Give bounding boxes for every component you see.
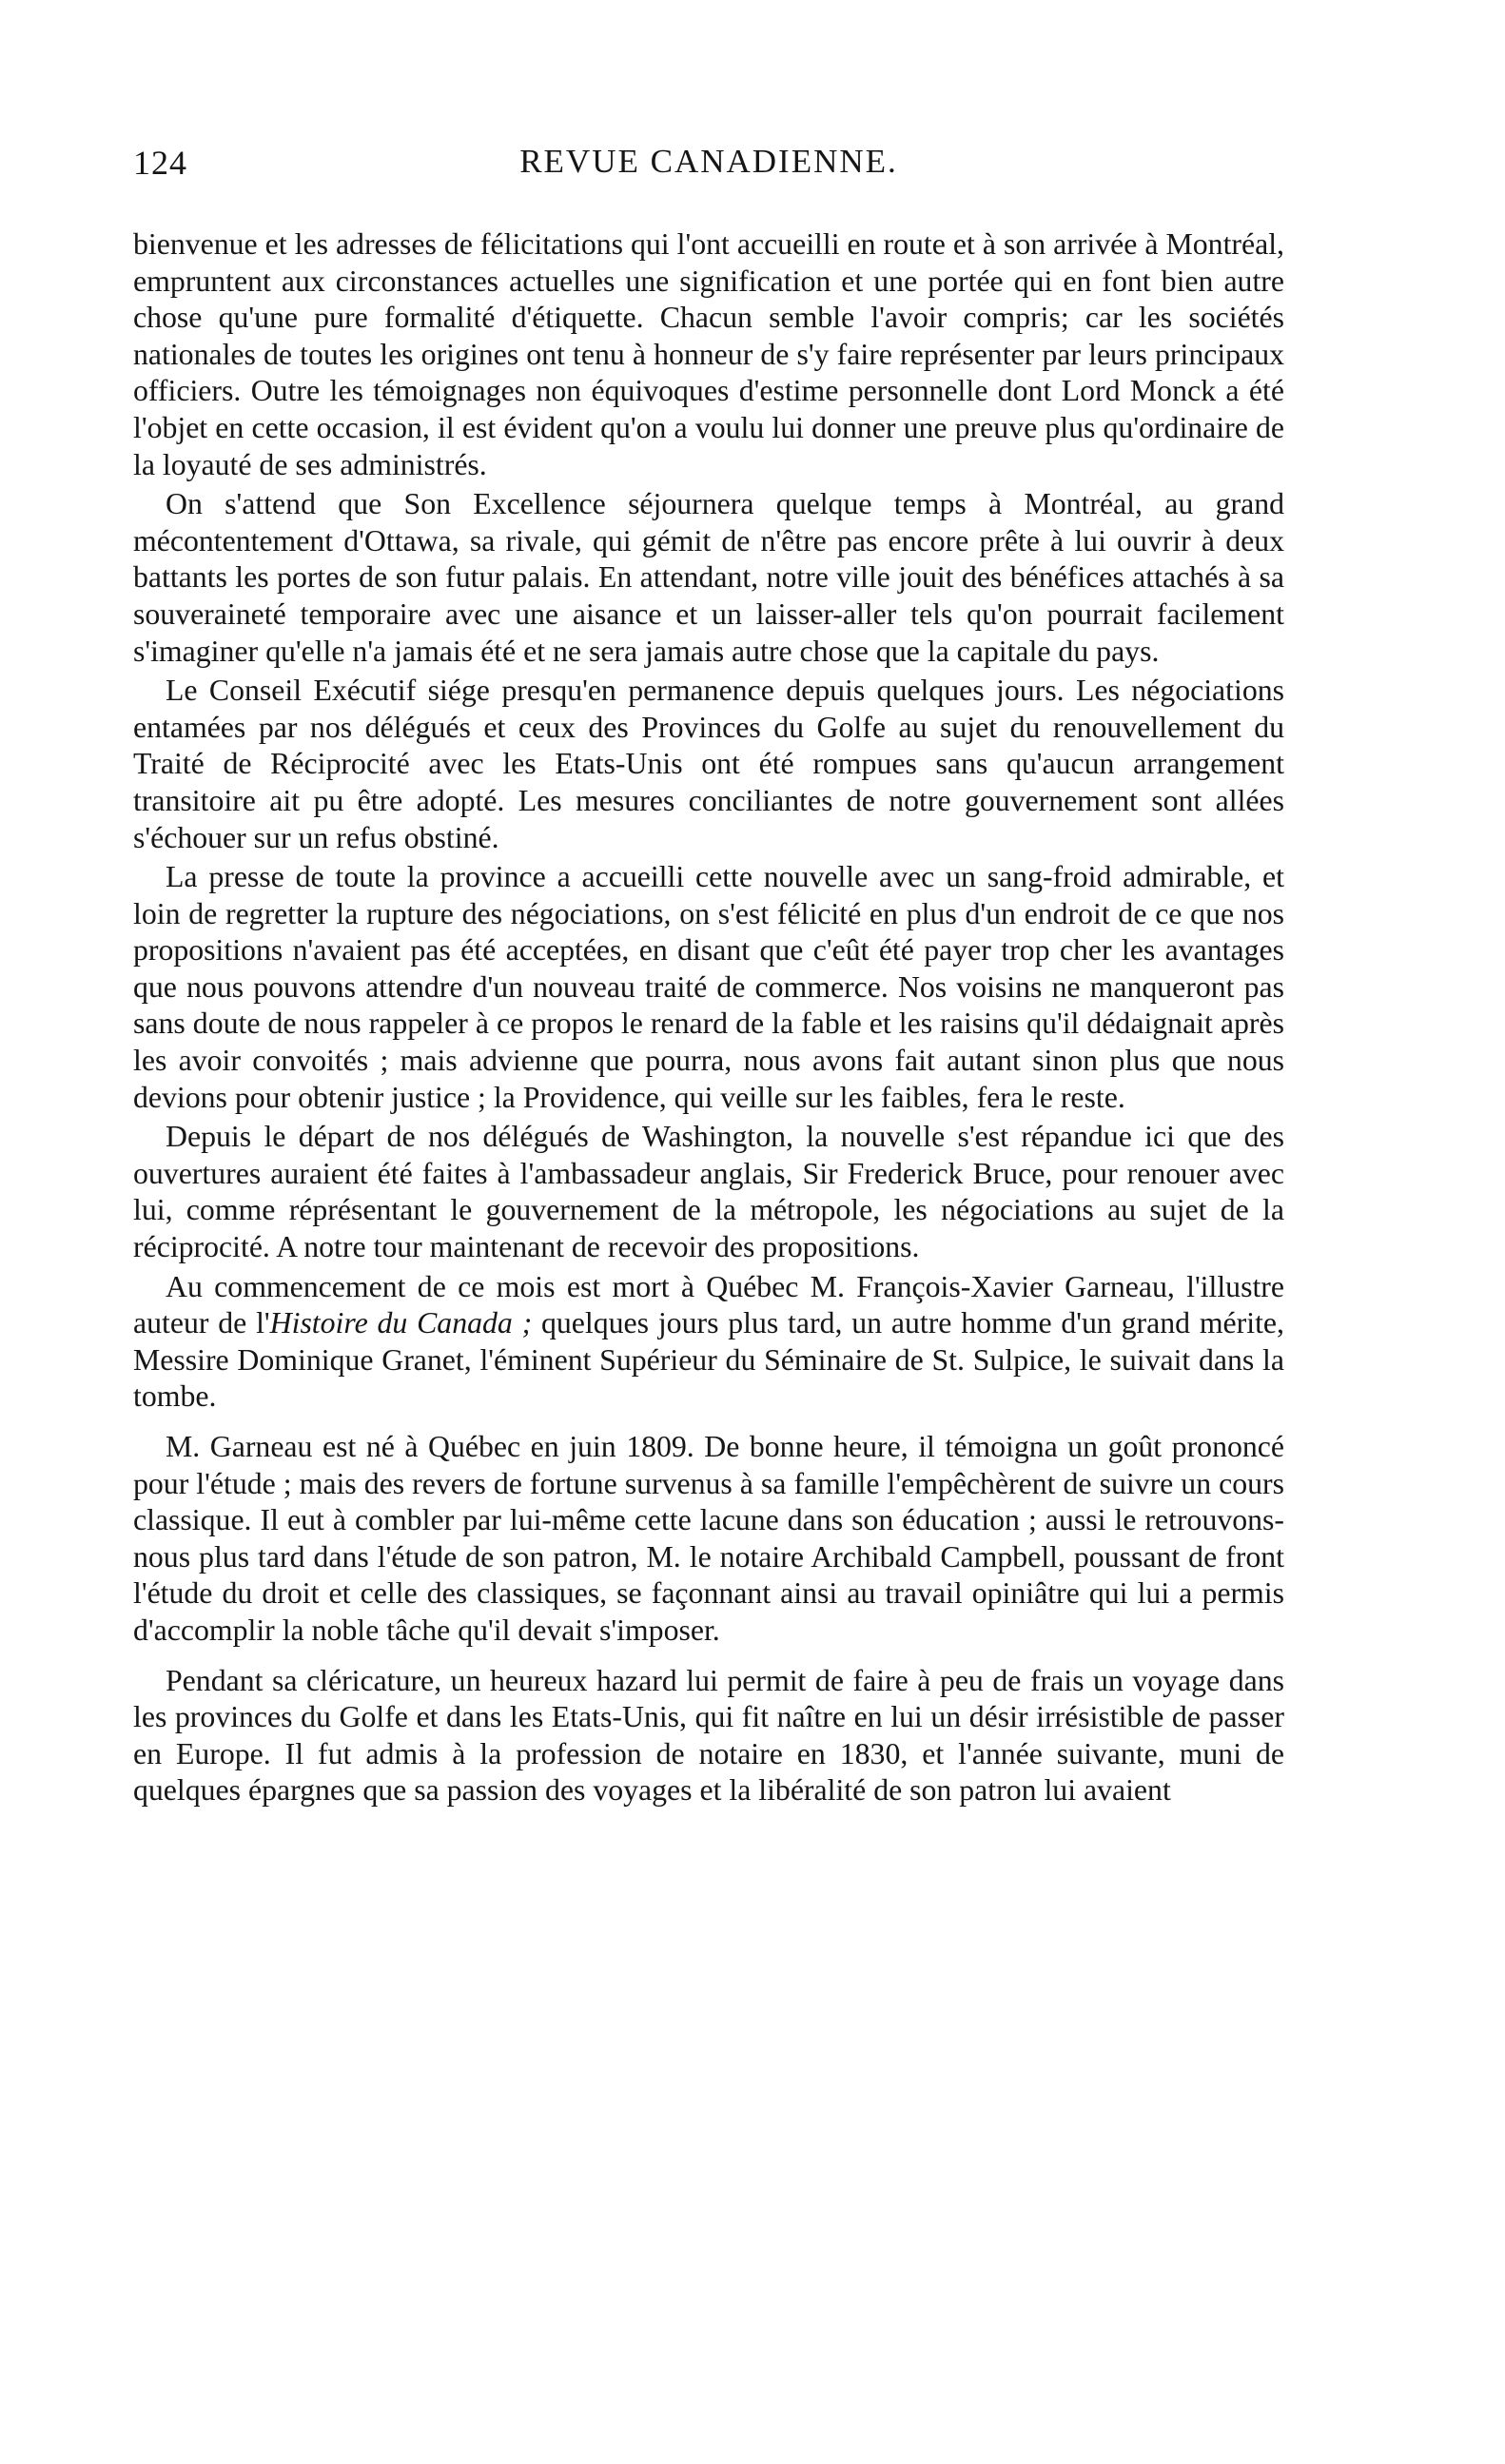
running-title: REVUE CANADIENNE. <box>519 143 898 180</box>
paragraph-6 <box>133 1269 1284 1416</box>
paragraph-1: bienvenue et les adresses de félicitations qui l'ont accueilli en route et à son arrivée à Montréal, empruntent aux circonstances actuelles une signification et une portée qui en font bien autre chose qu'une pure formalité d'étiquette. Chacun semble l'avoir compris; car les sociétés nationales de toutes les origines ont tenu à honneur de s'y faire représenter par leurs principaux officiers. Outre les témoignages non équivoques d'estime personnelle dont Lord Monck a été l'objet en cette occasion, il est évident qu'on a voulu lui donner une preuve plus qu'ordinaire de la loyauté de ses administrés. <box>133 227 1284 481</box>
paragraph-6-end: quelques jours plus tard, un autre homme d'un grand mérite, Messire Dominique Granet, l'éminent Supérieur du Séminaire de St. Sulpice, le suivait dans la tombe. <box>133 1306 1284 1414</box>
page-header <box>133 143 1284 190</box>
paragraph-8: Pendant sa cléricature, un heureux hazard lui permit de faire à peu de frais un voyage dans les provinces du Golfe et dans les Etats-Unis, qui fit naître en lui un désir irrésistible de passer en Europe. Il fut admis à la profession de notaire en 1830, et l'année suivante, muni de quelques épargnes que sa passion des voyages et la libéralité de son patron lui avaient <box>133 1663 1284 1808</box>
paragraph-4: La presse de toute la province a accueilli cette nouvelle avec un sang-froid admirable, et loin de regretter la rupture des négociations, on s'est félicité en plus d'un endroit de ce que nos propositions n'avaient pas été acceptées, en disant que c'eût été payer trop cher les avantages que nous pouvons attendre d'un nouveau traité de commerce. Nos voisins ne manqueront pas sans doute de nous rappeler à ce propos le renard de la fable et les raisins qu'il dédaignait après les avoir convoités ; mais advienne que pourra, nous avons fait autant sinon plus que nous devions pour obtenir justice ; la Providence, qui veille sur les faibles, fera le reste. <box>133 860 1284 1114</box>
body-text <box>133 226 1284 1809</box>
paragraph-3: Le Conseil Exécutif siége presqu'en permanence depuis quelques jours. Les négociations entamées par nos délégués et ceux des Provinces du Golfe au sujet du renouvellement du Traité de Réciprocité avec les Etats-Unis ont été rompues sans qu'aucun arrangement transitoire ait pu être adopté. Les mesures conciliantes de notre gouvernement sont allées s'échouer sur un refus obstiné. <box>133 674 1284 854</box>
paragraph-7: M. Garneau est né à Québec en juin 1809. De bonne heure, il témoigna un goût prononcé pour l'étude ; mais des revers de fortune survenus à sa famille l'empêchèrent de suivre un cours classique. Il eut à combler par lui-même cette lacune dans son éducation ; aussi le retrouvons-nous plus tard dans l'étude de son patron, M. le notaire Archibald Campbell, poussant de front l'étude du droit et celle des classiques, se façonnant ainsi au travail opiniâtre qui lui a permis d'accomplir la noble tâche qu'il devait s'imposer. <box>133 1430 1284 1647</box>
page-number: 124 <box>133 144 187 182</box>
book-title: Histoire du Canada ; <box>269 1306 533 1340</box>
paragraph-6-start: Au commencement de ce mois est mort à Québec M. François-Xavier Garneau, l'illustre auteur de l' <box>133 1269 1284 1340</box>
paragraph-2: On s'attend que Son Excellence séjournera quelque temps à Montréal, au grand mécontentement d'Ottawa, sa rivale, qui gémit de n'être pas encore prête à lui ouvrir à deux battants les portes de son futur palais. En attendant, notre ville jouit des bénéfices attachés à sa souveraineté temporaire avec une aisance et un laisser-aller tels qu'on pourrait facilement s'imaginer qu'elle n'a jamais été et ne sera jamais autre chose que la capitale du pays. <box>133 487 1284 668</box>
paragraph-5: Depuis le départ de nos délégués de Washington, la nouvelle s'est répandue ici que des ouvertures auraient été faites à l'ambassadeur anglais, Sir Frederick Bruce, pour renouer avec lui, comme réprésentant le gouvernement de la métropole, les négociations au sujet de la réciprocité. A notre tour maintenant de recevoir des propositions. <box>133 1120 1284 1264</box>
